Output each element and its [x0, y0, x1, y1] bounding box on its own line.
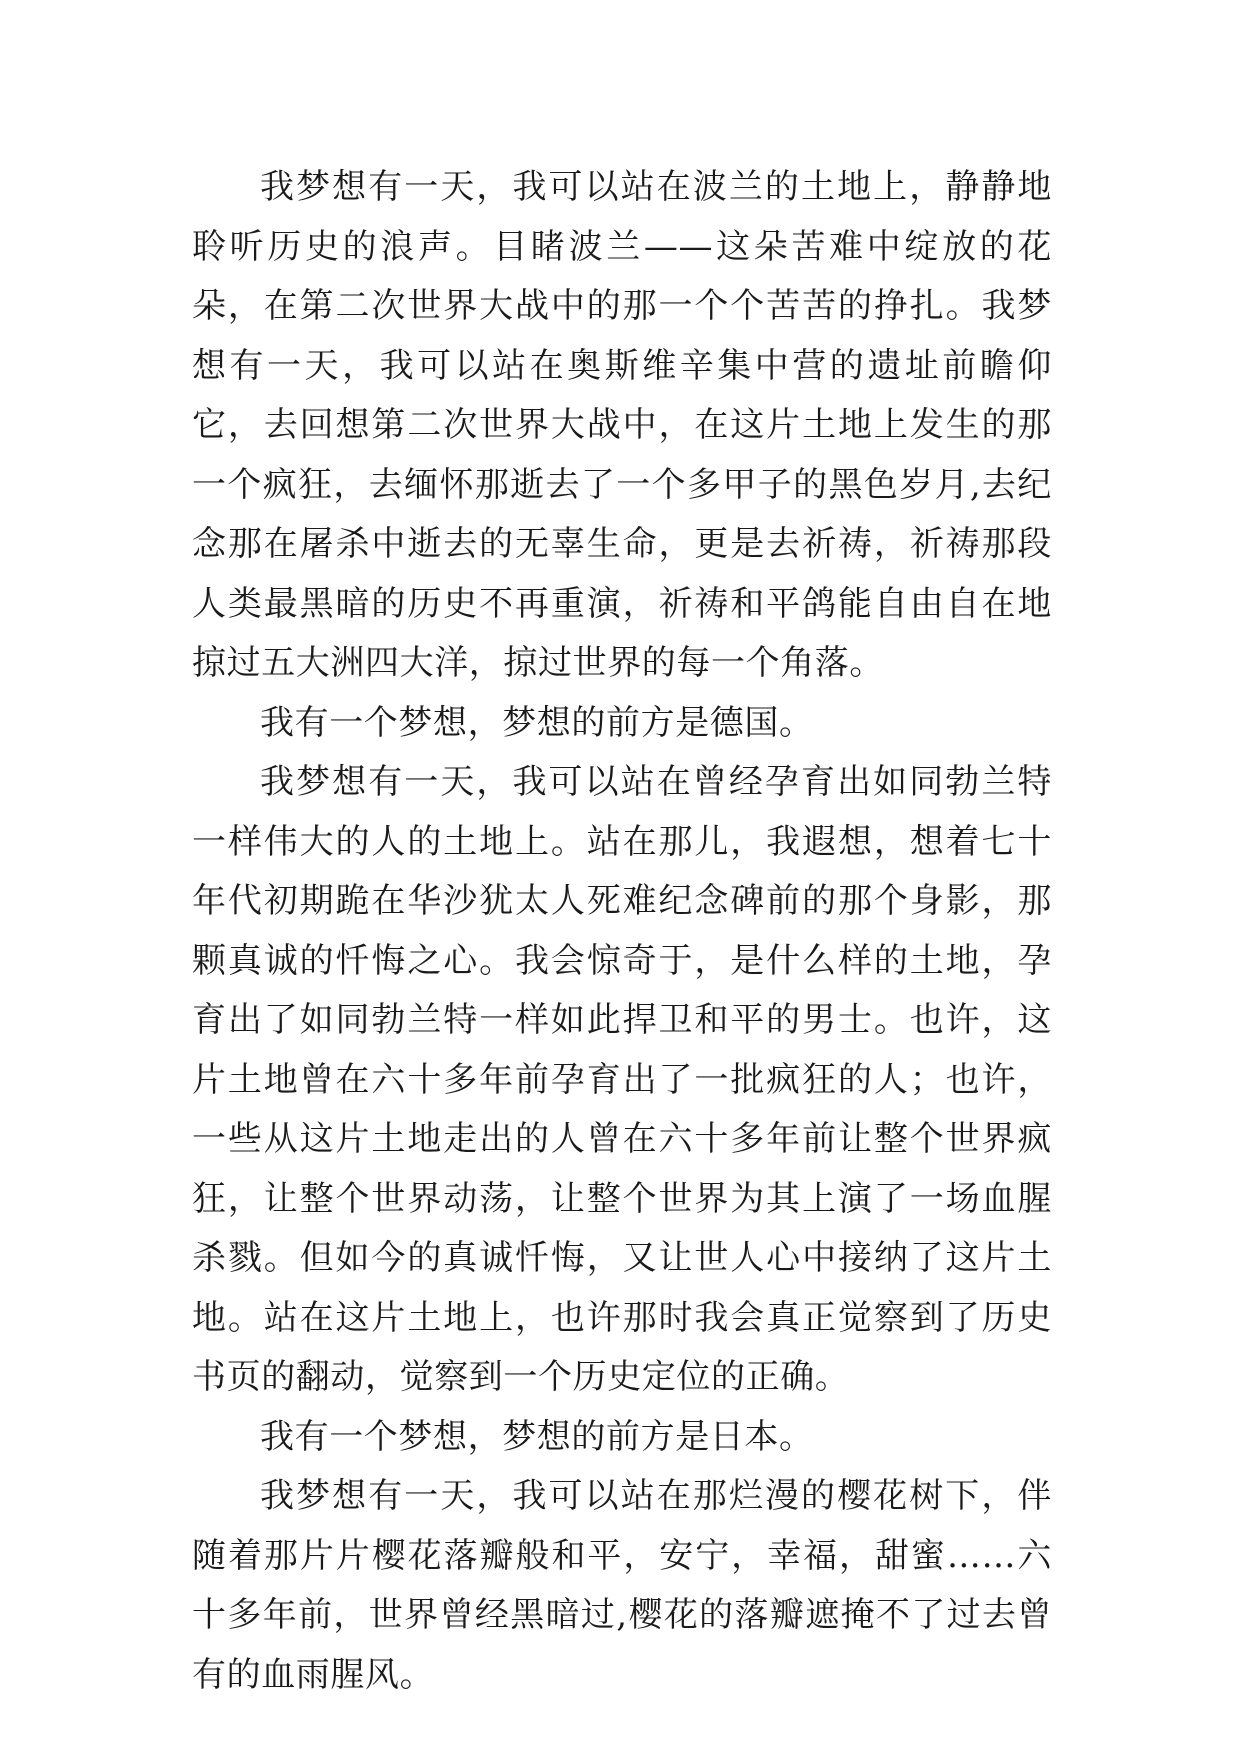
paragraph-germany: 我梦想有一天，我可以站在曾经孕育出如同勃兰特一样伟大的人的土地上。站在那儿，我遐想，想着七十年代初期跪在华沙犹太人死难纪念碑前的那个身影，那颗真诚的忏悔之心。我会惊奇于，是什么样的土地，孕育出了如同勃兰特一样如此捍卫和平的男士。也许，这片土地曾在六十多年前孕育出了一批疯狂的人；也许，一些从这片土地走出的人曾在六十多年前让整个世界疯狂，让整个世界动荡，让整个世界为其上演了一场血腥杀戮。但如今的真诚忏悔，又让世人心中接纳了这片土地。站在这片土地上，也许那时我会真正觉察到了历史书页的翻动，觉察到一个历史定位的正确。: [192, 762, 1052, 1397]
paragraph-dream-germany: 我有一个梦想，梦想的前方是德国。: [260, 702, 814, 743]
paragraph-japan: 我梦想有一天，我可以站在那烂漫的樱花树下，伴随着那片片樱花落瓣般和平，安宁，幸福，甜蜜……六十多年前，世界曾经黑暗过,樱花的落瓣遮掩不了过去曾有的血雨腥风。: [192, 1476, 1052, 1695]
paragraph-dream-japan: 我有一个梦想，梦想的前方是日本。: [260, 1416, 814, 1457]
document-body: [192, 158, 1052, 1705]
paragraph-poland: 我梦想有一天，我可以站在波兰的土地上，静静地聆听历史的浪声。目睹波兰——这朵苦难中绽放的花朵，在第二次世界大战中的那一个个苦苦的挣扎。我梦想有一天，我可以站在奥斯维辛集中营的遗址前瞻仰它，去回想第二次世界大战中，在这片土地上发生的那一个疯狂，去缅怀那逝去了一个多甲子的黑色岁月,去纪念那在屠杀中逝去的无辜生命，更是去祈祷，祈祷那段人类最黑暗的历史不再重演，祈祷和平鸽能自由自在地掠过五大洲四大洋，掠过世界的每一个角落。: [192, 167, 1052, 683]
